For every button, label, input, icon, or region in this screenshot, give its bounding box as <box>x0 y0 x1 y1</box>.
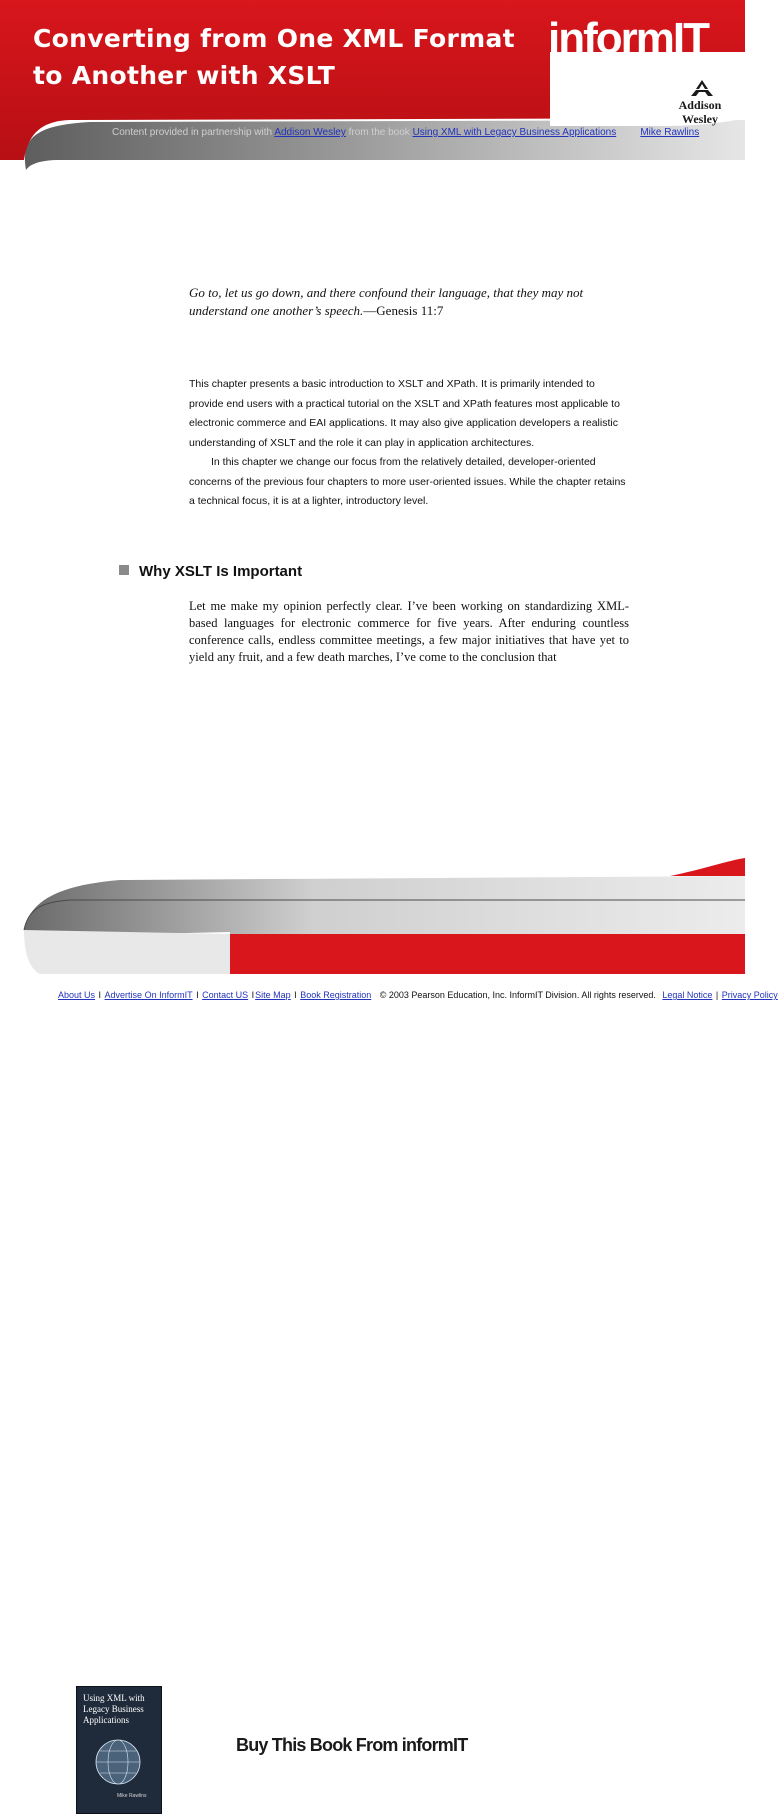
header-banner <box>0 0 770 170</box>
addison-wesley-logo-text <box>670 98 730 126</box>
buy-book-heading[interactable]: Buy This Book From informIT <box>236 1735 468 1755</box>
footer-copyright: © 2003 Pearson Education, Inc. InformIT Division. All rights reserved. <box>379 990 656 1000</box>
intro-paragraph-1: This chapter presents a basic introduction to XSLT and XPath. It is primarily intended to provide end users with a practical tutorial on the XSLT and XPath features most applicable to electronic commerce and EAI applications. It may also give application developers a realistic understanding of XSLT and the role it can play in application architectures. <box>189 378 620 449</box>
informit-logo[interactable] <box>548 16 708 62</box>
page-title <box>33 20 533 94</box>
author-link[interactable]: Mike Rawlins <box>640 127 700 138</box>
square-bullet-icon <box>119 565 129 575</box>
credit-mid: from the book <box>348 127 410 138</box>
intro-paragraph-2: In this chapter we change our focus from the relatively detailed, developer-oriented concerns of the previous four chapters to more user-oriented issues. While the chapter retains a technical focus, it is at a lighter, introductory level. <box>189 456 626 507</box>
book-cover-title: Using XML with Legacy Business Applications <box>83 1693 145 1725</box>
publisher-line-2: Wesley <box>682 112 718 126</box>
book-cover[interactable] <box>76 1686 162 1814</box>
footer-link-registration[interactable]: Book Registration <box>300 990 372 1000</box>
credit-prefix: Content provided in partnership with <box>112 127 273 138</box>
section-body: Let me make my opinion perfectly clear. I’ve been working on standardizing XML-based languages for electronic commerce for five years. After enduring countless conference calls, endless committee meetings, a few major initiatives that have yet to yield any fruit, and a few death marches, I’ve come to the conclusion that <box>189 599 629 664</box>
epigraph <box>189 284 629 320</box>
logo-text-it: IT <box>672 14 708 63</box>
globe-icon <box>91 1735 145 1789</box>
book-cover-author: Mike Rawlins <box>117 1793 147 1799</box>
footer-link-about[interactable]: About Us <box>58 990 96 1000</box>
section-heading <box>119 562 302 582</box>
footer-link-contact[interactable]: Contact US <box>202 990 249 1000</box>
footer-link-advertise[interactable]: Advertise On InformIT <box>104 990 193 1000</box>
title-line-2: to Another with XSLT <box>33 61 336 90</box>
coupon-text: Save 10% and get free shipping! Use coupon code XML-LEGACY. <box>270 1786 624 1799</box>
section-heading-text: Why XSLT Is Important <box>139 563 303 580</box>
promo-background <box>0 840 770 980</box>
publisher-line-1: Addison <box>678 98 722 112</box>
credit-by: by <box>622 127 634 138</box>
title-line-1: Converting from One XML Format <box>33 24 515 53</box>
footer-link-sitemap[interactable]: Site Map <box>255 990 291 1000</box>
footer: About Us I Advertise On InformIT I Contact US ISite Map I Book Registration © 2003 Pearson Education, Inc. InformIT Division. All rights reserved. Legal Notice | Privacy Policy <box>58 990 778 1000</box>
chapter-intro <box>189 375 629 512</box>
publisher-link[interactable]: Addison Wesley <box>274 127 346 138</box>
book-link[interactable]: Using XML with Legacy Business Applications <box>412 127 617 138</box>
credit-line <box>112 127 699 138</box>
footer-legal-link[interactable]: Legal Notice <box>662 990 713 1000</box>
logo-text-inform: inform <box>548 14 673 63</box>
footer-privacy-link[interactable]: Privacy Policy <box>721 990 778 1000</box>
epigraph-source: —Genesis 11:7 <box>363 303 444 318</box>
epigraph-quote: Go to, let us go down, and there confound their language, that they may not understand one another’s speech. <box>189 285 584 318</box>
